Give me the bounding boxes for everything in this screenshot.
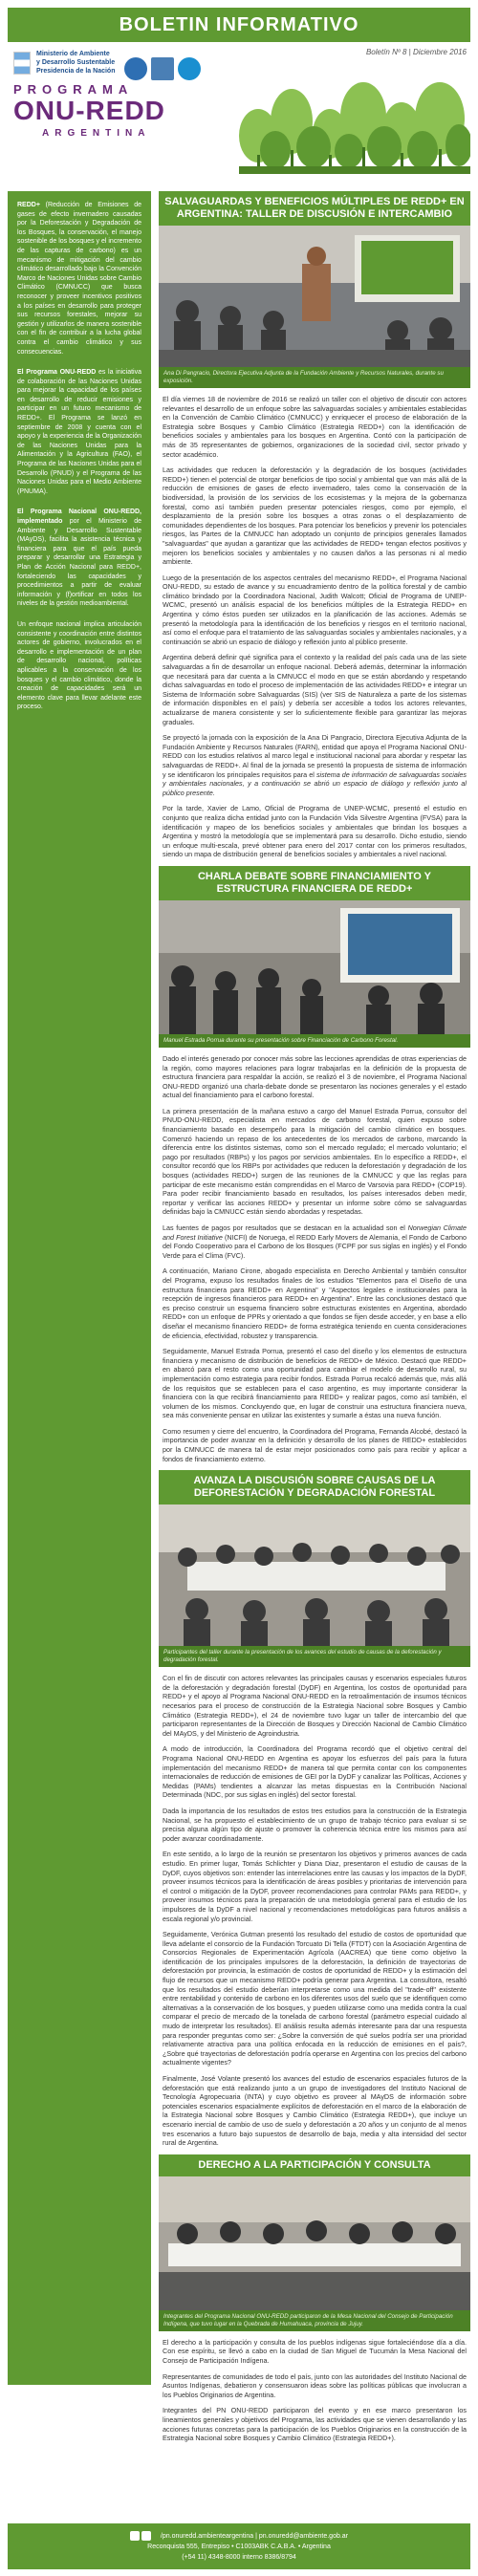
social-icons [130,2531,153,2542]
sidebar-paragraph-approach: Un enfoque nacional implica articulación consistente y coordinación entre distintos actores de gobierno, involucrados en el desarrollo e implementación de un plan de desarrollo nacional, políticas aplicables a la conservación de los bosques y el cambio climático, donde la creación de capacidades será un elemento clave para llevar adelante este proceso. [17,620,141,711]
photo-caption: Ana Di Pangracio, Directora Ejecutiva Adjunta de la Fundación Ambiente y Recursos Naturales, durante su exposición. [159,367,470,388]
section-body-financiamiento: Dado el interés generado por conocer más sobre las lecciones aprendidas de otras experiencias de la región, como mayores relaciones para lograr trabajarlas en la definición de la propuesta de estructura financiera para respaldar la acción, se realizó el 3 de noviembre, el Programa Nacional ONU-REDD organizó una charla-debate donde se presentaron las nociones generales y el estado actual del financiamiento para el carbono forestal. La primera presentación de la mañana estuvo a cargo del Manuel Estrada Porrua, consultor del PNUD-ONU-REDD, especialista en mercados de carbono forestal, quien expuso sobre financiamiento basado en desempeño para la mitigación del cambio climático en bosques. Comenzó haciendo un repaso de los antecedentes de los mercados de carbono, marcando la diferencia entre los distintos sistemas, como son el mercado regulado; el mercado voluntario; el pago por resultados (RBPs) y los pagos por servicios ambientales. En lo específico a REDD+, el consultor recordó que los RBPs por actividades que reducen la deforestación y degradación de los bosques (actividades REDD+) surgen de las reuniones de la CMNUCC y que las reglas para participar de este mecanismo están comprendidas en el Marco de Varsovia para REDD+ (COP19). Para poder recibir financiamiento basado en resultados, los países interesados deben medir, reportar y verificar las acciones REDD+ y presentar un informe sobre cómo se salvaguardas definidas bajo la CMNUCC están siendo abordadas y respetadas. Las fuentes de pagos por resultados que se destacan en la actualidad son el Norwegian Climate and Forest Initiative (NICFI) de Noruega, el REDD Early Movers de Alemania, el Fondo de Carbono del Fondo Cooperativo para el Carbono de los Bosques (FCPF por sus siglas en inglés) y el Fondo Verde para el Clima (FVC). A continuación, Mariano Cirone, abogado especialista en Derecho Ambiental y también consultor del Programa, expuso los resultados finales de los estudios "Elementos para el Diseño de una estructura financiera para REDD+ en Argentina" y "Aspectos legales e institucionales para la recepción de ingresos financieros para REDD+ en Argentina". Entre las conclusiones destacó que es preciso construir un esquema financiero sobre estructuras existentes en Argentina, abordado REDD+ con un enfoque de PPRs y orientado a que fondos se fijen desde acceder, y en base a ello diseñar el mecanismo financiero REDD+ de forma estratégica teniendo en cuenta consideraciones de eficiencia, efectividad, robustez y transparencia. Seguidamente, Manuel Estrada Porrua, presentó el caso del diseño y los elementos de estructura financiera y mecanismo de distribución de beneficios de REDD+ de México. Destacó que REDD+ en abarcó para el resto como una oportunidad para cambiar el modelo de desarrollo rural, su implementación como estrategia para recibir fondos. Estrada Porrua recalcó además que, más allá de los requisitos que se establecen para el caso argentino, es muy importante considerar la financiera con la que recibirá financiamiento para REDD+ y realizar pagos, como así también, el volumen de los mismos. Concluyendo que, en lugar de construir una estructura financiera nueva, sea más conveniente pensar en utilizar las existentes y sumarle a éstas una nueva función. Como resumen y cierre del encuentro, la Coordinadora del Programa, Fernanda Alcobé, destacó la importancia de poder avanzar en la definición y desarrollo de los planes de REDD+ establecidos por la CMNUCC de manera tal de estar mejor posicionados como país para recibir y aplicar a fondos de financiamiento externo. [163,1053,467,1463]
photo-taller-causas [159,1504,470,1667]
argentina-flag-icon [13,52,31,75]
ministry-line2: y Desarrollo Sustentable [36,59,116,66]
pnuma-logo-icon [178,57,201,80]
fao-logo-icon [124,57,147,80]
facebook-icon[interactable] [130,2531,140,2541]
sidebar-paragraph-national: El Programa Nacional ONU-REDD, implementado por el Ministerio de Ambiente y Desarrollo Sustentable (MAyDS), facilita la asistencia técnica y financiera para que el país pueda preparar y desarrollar una Estrategia y Plan de Acción Nacional para REDD+, fortaleciendo las capacidades y procedimientos a partir de evaluar información y (f)ortificar en todos los niveles de la gestión medioambiental. [17,509,141,608]
ministry-line3: Presidencia de la Nación [36,68,116,75]
photo-mesa-indigena [159,2176,470,2331]
header [0,0,478,180]
section-body-salvaguardas: El día viernes 18 de noviembre de 2016 se realizó un taller con el objetivo de discutir con actores relevantes el desarrollo de un enfoque sobre las salvaguardas sociales y ambientales establecidas en la Convención de Cambio Climático (CMNUCC) y enriquecer el proceso de elaboración de la Estrategia sobre Bosques y Cambio Climático (Estrategia REDD+) con la identificación de beneficios sociales y ambientales para los bosques en Argentina. Contó con la participación de más de 35 representantes de gobiernos, organizaciones de la sociedad civil, sector privado y sector académico. Las actividades que reducen la deforestación y la degradación de los bosques (actividades REDD+) tienen el potencial de otorgar beneficios de tipo social y ambiental que van más allá de la reducción de emisiones de gases de efecto invernadero, tales como la conservación de la biodiversidad, la provisión de los servicios de los ecosistemas y la mejora de la gobernanza forestal, como así también pueden presentar potenciales riesgos, como por ejemplo, el desplazamiento de la presión sobre los bosques a otras zonas o el desplazamiento de comunidades dependientes de los bosques. Para potenciar los beneficios y prevenir los potenciales riesgos, las Partes de la CMNUCC han adoptado un conjunto de principios generales llamados "salvaguardas" que ayudan a garantizar que las actividades de REDD+ tengan efectos positivos y mejoren los beneficios sociales y ambientales y no causen daños a las personas ni al medio ambiente. Luego de la presentación de los aspectos centrales del mecanismo REDD+, el Programa Nacional ONU-REDD, su estado de avance y su encuadramiento dentro de la política forestal y de cambio climático brindado por la Coordinadora Nacional, Judith Walcott; Oficial de Programa de UNEP-WCMC, presentó un análisis espacial de los beneficios múltiples de la Estrategia REDD+ en Argentina y cómo éstos pueden ser utilizados en la planificación de las acciones. Además se presentó la metodología para la identificación de los beneficios y riesgos en el territorio nacional, así como el enfoque para el tratamiento de las salvaguardas sociales y ambientales nacionales, y a continuación se abrió un espacio de diálogo y reflexión junto al público presente. Argentina deberá definir qué significa para el contexto y la realidad del país cada una de las siete salvaguardas a fin de desarrollar un enfoque nacional. Deberá además, determinar la información que necesitará para dar cuenta a la CMNUCC el modo en que se están abordando y respetando dichas salvaguardas en todo el proceso de implementación de las actividades REDD+ e integrar un Sistema de Información sobre Salvaguardas (SIS) (ver SIS de Naturaleza a parte de los sistemas de información disponibles en el país) y debería ser accesible a todos los actores relevantes, actualizarse de manera consistente y ser lo suficientemente flexible para garantizar las mejoras graduales. Se proyectó la jornada con la exposición de la Ana Di Pangracio, Directora Ejecutiva Adjunta de la Fundación Ambiente y Recursos Naturales (FARN), entidad que apoya el Programa Nacional ONU-REDD con los estudios relativos al marco legal e institucional nacional para abordar y respetar las salvaguardas de REDD+. Al final de la jornada se presentó la propuesta de sistema de información y se identificaron los principales requisitos para el sistema de información de salvaguardas sociales y ambientales nacionales, y a continuación se abrió un espacio de diálogo y reflexión junto al público presente. Por la tarde, Xavier de Lamo, Oficial de Programa de UNEP-WCMC, presentó el estudio en conjunto que realiza dicha entidad junto con la Fundación Vida Silvestre Argentina (FVSA) para la identificación y mapeo de los beneficios sociales y ambientales que brindan los bosques a Argentina y mostró la metodología que se implementará para su desarrollo. Dicho estudio, siendo un enfoque multi-escala, prevé obtener para enero del 2017 contar con los primeros resultados, siendo un mapa de distribución general de beneficios sociales y ambientales a nivel nacional. [163,395,467,859]
footer-address: Reconquista 555, Entrepiso • C1003ABK C.A.B.A. • Argentina [147,2544,331,2550]
forest-illustration [239,59,470,174]
section-title-causas: AVANZA LA DISCUSIÓN SOBRE CAUSAS DE LA DEFORESTACIÓN Y DEGRADACIÓN FORESTAL [159,1470,470,1504]
photo-caption: Participantes del taller durante la presentación de los avances del estudio de causas de la deforestación y degradación forestal. [159,1646,470,1667]
photo-charla-financiamiento [159,900,470,1048]
section-title-salvaguardas: SALVAGUARDAS Y BENEFICIOS MÚLTIPLES DE REDD+ EN ARGENTINA: TALLER DE DISCUSIÓN E INTERCAMBIO [159,191,470,226]
pnud-logo-icon [151,57,174,80]
program-label: PROGRAMA [13,82,134,97]
section-title-participacion: DERECHO A LA PARTICIPACIÓN Y CONSULTA [159,2154,470,2176]
footer [8,2523,470,2569]
photo-caption: Integrantes del Programa Nacional ONU-REDD participaron de la Mesa Nacional del Consejo de Participación Indígena, que tuvo lugar en la Quebrada de Humahuaca, provincia de Jujuy. [159,2310,470,2331]
country-label: ARGENTINA [42,128,151,139]
footer-contact[interactable]: /pn.onuredd.ambienteargentina | pn.onuredd@ambiente.gob.ar [160,2533,349,2540]
partner-logos [124,57,210,86]
section-body-participacion: El derecho a la participación y consulta de los pueblos indígenas sigue fortaleciéndose día a día. Con ese espíritu, se llevó a cabo en la ciudad de San Miguel de Tucumán la Mesa Nacional del Consejo de Participación Indígena. Representantes de comunidades de todo el país, junto con las autoridades del Instituto Nacional de Asuntos Indígenas, debatieron y consensuaron ideas sobre las políticas públicas que involucran a los Pueblos Originarios de Argentina. Integrantes del PN ONU-REDD participaron del evento y en ese marco presentaron los lineamientos generales y objetivos del Programa, las actividades que se vienen desarrollando y las acciones futuras concretas para la participación de los Pueblos Originarios en la construcción de la Estrategia Nacional sobre Bosques y Cambio Climático (Estrategia REDD+). [163,2337,467,2443]
issue-label: Boletín Nº 8 | Diciembre 2016 [365,48,467,56]
photo-workshop-salvaguardas [159,226,470,388]
section-body-causas: Con el fin de discutir con actores relevantes las principales causas y escenarios especiales futuros de la deforestación y degradación forestal (DyDF) en Argentina, los costos de oportunidad para REDD+ y el apoyo al Programa Nacional ONU-REDD en la retroalimentación de insumos técnicos necesarios para el proceso de construcción de la Estrategia Nacional sobre Bosques y Cambio Climático (Estrategia REDD+), el 24 de noviembre tuvo lugar un taller de intercambio del que participaron representantes de la Dirección de Bosques y Dirección Nacional de Cambio Climático del MAyDS, y del Ministerio de Agroindustria. A modo de introducción, la Coordinadora del Programa recordó que el objetivo central del Programa Nacional ONU-REDD en Argentina es apoyar los esfuerzos del país para la futura implementación del mecanismo REDD+ de manera tal que permita contar con los componentes internacionales de reducción de emisiones de GEI por la DyDF y canalizar las Políticas, Acciones y Medidas (PAMs) tendientes a alcanzar las metas dispuestas en la Contribución Nacional Determinada (NDC, por sus siglas en inglés) del sector forestal. Dada la importancia de los resultados de estos tres estudios para la construcción de la Estrategia Nacional, se ha propuesto el establecimiento de un grupo de trabajo técnico para evaluar si se precisa alguna algún tipo de ajuste o promover la coherencia técnica entre los mismos para así poder avanzar coordinadamente. En este sentido, a lo largo de la reunión se presentaron los objetivos y primeros avances de cada estudio. En primer lugar, Tomás Schlichter y Diana Diaz, presentaron el estudio de causas de la DyDF, cuyos objetivos son: entender las interrelaciones entre las causas y los impactos de la DyDF, proveer insumos técnicos para la identificación de áreas posibles y prioritarias de intervención para el control o mitigación de la DyDF, proveer recomendaciones para controlar PAMs para REDD+, y proveer insumos técnicos para la preparación de una metodología general para el estudio de los impulsores de la DyDF a nivel nacional y recomendaciones metodológicas para futuros análisis a escala regional y/o provincial. Seguidamente, Verónica Gutman presentó los resultado del estudio de costos de oportunidad que lleva adelante el consorcio de la Fundación Torcuato Di Tella (FTDT) con la Asociación Argentina de Consorcios Regionales de Experimentación Agrícola (AACREA) que tiene como objetivo la identificación de los principales impulsores de la deforestación, la definición de trayectorias de deforestación por provincia, la estimación de costos de oportunidad de REDD+ y la estimación del flujo de recursos que un mecanismo REDD+ podría generar para Argentina. La consultora, resaltó que los resultados del estudio deberían interpretarse como una medida del "trade-off" existente entre rentabilidad y contenido de carbono en los diferentes usos del suelo que se identifiquen como alternativas a la conservación de los bosques, y pueden utilizarse como una medida contra la cual comparar el precio de mercado de la tonelada de carbono forestal (parámetro especial cuidado al mudo de interpretar los resultados). El análisis resulta además interesante para dar una respuesta para responder preguntas como ser: ¿Sobre la conversión de qué suelos podría ser una prioridad relativamente atractiva para una política enfocada en la reducción de emisiones en el país?, ¿Sobre qué trayectorias de deforestación podría operarse en Argentina con los precios del carbono actualmente vigentes? Finalmente, José Volante presentó los avances del estudio de escenarios espaciales futuros de la deforestación que está realizando junto a un grupo de investigadores del Instituto Nacional de Tecnología Agropecuaria (INTA) y cuyo objetivo es proveer al MAyDS de información sobre potenciales escenarios espacialmente explícitos de deforestación en el marco de la elaboración de la Estrategia Nacional sobre Bosques y Cambio Climático (Estrategia REDD+), que incluye un escenario inercial de cambio de uso de suelo y deforestación a 20 años y un conjunto de al menos tres escenarios a futuro bajo supuestos de desarrollo de baja, media y alta intensidad del sector rural de Argentina. [163,1674,467,2148]
newsletter-title: BOLETIN INFORMATIVO [8,8,470,42]
mail-icon[interactable] [141,2531,151,2541]
program-logo: ONU-REDD [13,96,165,125]
photo-caption: Manuel Estrada Porrua durante su presentación sobre Financiación de Carbono Forestal. [159,1034,470,1048]
ministry-line1: Ministerio de Ambiente [36,51,110,57]
sidebar-paragraph-redd: REDD+ (Reducción de Emisiones de gases de efecto invernadero causadas por la Deforestación y Degradación de los Bosques, la conservación, el manejo sostenible de los bosques y el incremento de las capturas de carbono) es un mecanismo de mitigación del cambio climático desarrollado bajo la Convención Marco de Naciones Unidas sobre Cambio Climático (CMNUCC) que busca reconocer y proveer incentivos positivos a los países en desarrollo para proteger sus recursos forestales, mejorar su gestión y utilizarlos de manera sostenible con el fin de contribuir a la lucha global contra el cambio climático y sus consecuencias. [17,202,141,356]
sidebar [8,191,151,2385]
footer-phone: (+54 11) 4348-8000 interno 8386/8794 [182,2554,296,2561]
section-title-financiamiento: CHARLA DEBATE SOBRE FINANCIAMIENTO Y ESTRUCTURA FINANCIERA DE REDD+ [159,866,470,900]
sidebar-paragraph-program: El Programa ONU-REDD es la iniciativa de colaboración de las Naciones Unidas para mejorar la capacidad de los países en desarrollo de reducir emisiones y participar en un futuro mecanismo de REDD+. El Programa se lanzó en septiembre de 2008 y cuenta con el apoyo y la experiencia de la Organización de las Naciones Unidas para la Alimentación y la Agricultura (FAO), el Programa de las Naciones Unidas para el Desarrollo (PNUD) y el Programa de las Naciones Unidas para el Medio Ambiente (PNUMA). [17,369,142,495]
main-content [159,191,470,2450]
